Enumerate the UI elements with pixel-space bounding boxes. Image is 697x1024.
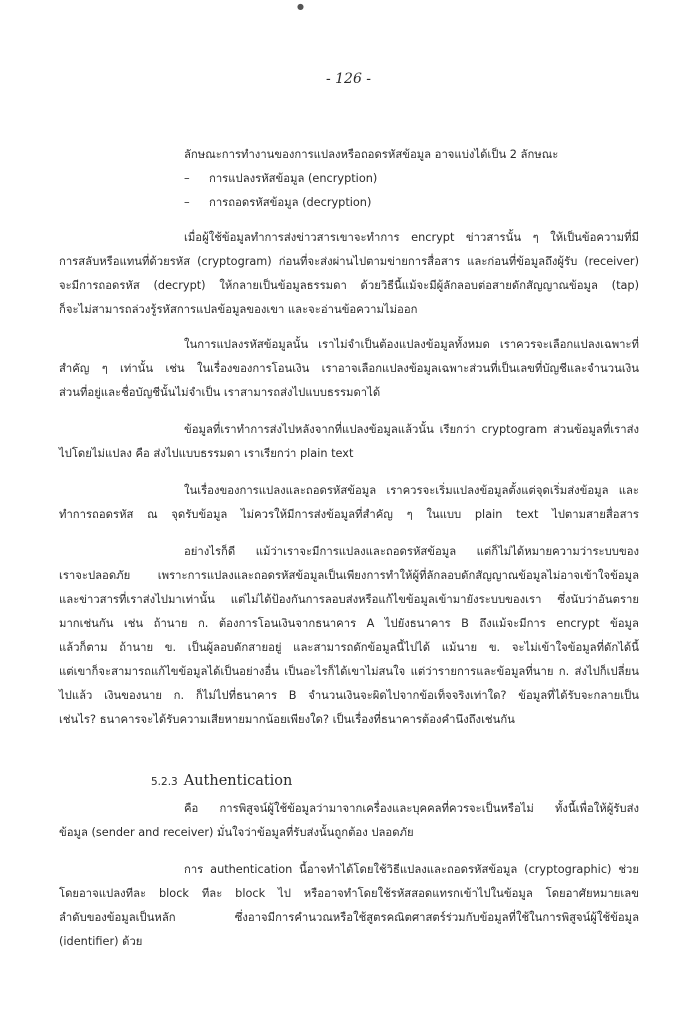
- word: ให้กลายเป็นข้อมูลธรรมดา: [219, 279, 347, 292]
- word: สำคัญ: [59, 362, 90, 375]
- paragraph-line: [59, 858, 639, 882]
- paragraph-5: [59, 540, 639, 732]
- word: ส่งไปก็เปลี่ยน: [574, 665, 639, 678]
- scan-mark: ●: [297, 2, 304, 11]
- word: ในแบบ: [426, 508, 462, 521]
- paragraph-line: [59, 612, 639, 636]
- paragraph-line: [59, 540, 639, 564]
- word: ซึ่งอาจมีการคำนวณหรือใช้สูตรคณิตศาสตร์ร่วมกับข้อมูลที่ใช้ในการพิสูจน์ผู้ใช้ข้อมูล: [234, 911, 639, 924]
- word: มากเช่นกัน: [59, 617, 114, 630]
- word: ถ้านาย: [153, 617, 188, 630]
- paragraph-line: [59, 333, 639, 357]
- word: ถึงแม้จะมีการ: [479, 617, 546, 630]
- paragraph-line: ส่วนที่อยู่และชื่อบัญชีนั้นไม่จำเป็น เราสามารถส่งไปแบบธรรมดาได้: [59, 386, 381, 399]
- word: เรียกว่า: [439, 423, 476, 436]
- word: ช่วย: [618, 863, 639, 876]
- paragraph-3: [59, 418, 639, 466]
- word: เป็นอะไรก็ได้เขาไม่สนใจ: [284, 665, 406, 678]
- paragraph-1: [59, 226, 639, 322]
- word: และก่อนที่ข้อมูลถึงผู้รับ: [467, 255, 578, 268]
- word: เงินของนาย: [104, 689, 162, 702]
- word: ไม่ควรให้มีการส่งข้อมูลที่สำคัญ: [241, 508, 393, 521]
- word: จะไม่เข้าใจข้อมูลที่ดักได้นี้: [511, 641, 639, 654]
- word: แต่ว่ารายการและข้อมูลที่นาย: [410, 665, 554, 678]
- word: cryptogram: [481, 423, 548, 436]
- word: ๆ: [406, 508, 413, 521]
- word: ไปยังธนาคาร: [384, 617, 451, 630]
- word: แม้นาย: [441, 641, 478, 654]
- word: ซึ่งนับว่าอันตราย: [557, 593, 639, 606]
- word: คือ: [184, 802, 199, 815]
- word: ทีละ: [201, 887, 223, 900]
- word: ไปตามสายสื่อสาร: [552, 508, 639, 521]
- word: เพราะการแปลงและถอดรหัสข้อมูลเป็นเพียงการทำให้ผู้ที่ลักลอบดักสัญญาณข้อมูลไม่อาจเข้าใจข้อมูล: [157, 569, 639, 582]
- paragraph-line: [59, 906, 639, 930]
- word: (cryptographic): [524, 863, 612, 876]
- paragraph-line: [59, 660, 639, 684]
- bullet-item: – การแปลงรหัสข้อมูล (encryption): [184, 172, 378, 185]
- paragraph-line: [59, 882, 639, 906]
- word: encrypt: [556, 617, 600, 630]
- word: เราควรจะเลือกแปลงเฉพาะที่: [499, 338, 639, 351]
- word: block: [158, 887, 189, 900]
- word: นี้อาจทำได้โดยใช้วิธีแปลงและถอดรหัสข้อมูล: [299, 863, 518, 876]
- word: แต่ไม่ได้ป้องกันการลอบส่งหรือแก้ไขข้อมูลเข้ามายังระบบของเรา: [230, 593, 542, 606]
- paragraph-line: [59, 274, 639, 298]
- word: B: [288, 689, 297, 702]
- word: เราไม่จำเป็นต้องแปลงข้อมูลทั้งหมด: [318, 338, 490, 351]
- word: ในการแปลงรหัสข้อมูลนั้น: [184, 338, 309, 351]
- paragraph-4: [59, 479, 639, 527]
- paragraph-line: [59, 503, 639, 527]
- word: เมื่อผู้ใช้ข้อมูลทำการส่งข่าวสารเขาจะทำการ: [184, 231, 400, 244]
- word: (decrypt): [153, 279, 206, 292]
- word: ก.: [197, 617, 209, 630]
- word: เราอาจเลือกแปลงข้อมูลเฉพาะส่วนที่เป็นเลขที่บัญชีและจำนวนเงิน: [321, 362, 639, 375]
- word: (receiver): [584, 255, 639, 268]
- word: เราจะปลอดภัย: [59, 569, 131, 582]
- word: แต่เขาก็จะสามารถแก้ไขข้อมูลได้เป็นอย่างอื่น: [59, 665, 279, 678]
- section-title: Authentication: [183, 773, 293, 789]
- word: ในเรื่องของการโอนเงิน: [196, 362, 310, 375]
- word: ต้องการโอนเงินจากธนาคาร: [218, 617, 357, 630]
- word: encrypt: [411, 231, 455, 244]
- word: ข.: [164, 641, 177, 654]
- word: เท่านั้น: [120, 362, 154, 375]
- word: ข้อมูลที่ได้รับจะกลายเป็น: [518, 689, 639, 702]
- paragraph-line: ก็จะไม่สามารถล่วงรู้รหัสการแปลข้อมูลของเขา และจะอ่านข้อความไม่ออก: [59, 303, 418, 316]
- word: ข้อมูลที่เราทำการส่งไปหลังจากที่แปลงข้อมูลแล้วนั้น: [184, 423, 434, 436]
- word: ๆ: [101, 362, 108, 375]
- word: ก็ไม่ไปที่ธนาคาร: [195, 689, 278, 702]
- paragraph-line: [59, 797, 639, 821]
- paragraph-line: [59, 684, 639, 708]
- word: ณ: [147, 508, 158, 521]
- word: และ: [618, 484, 639, 497]
- intro-block: [59, 143, 639, 215]
- paragraph-2: [59, 333, 639, 405]
- page-number: - 126 -: [325, 71, 372, 87]
- word: เช่น: [123, 617, 144, 630]
- word: จุดรับข้อมูล: [171, 508, 228, 521]
- word: และสามารถดักข้อมูลนี้ไปได้: [293, 641, 431, 654]
- word: อย่างไรก็ดี: [184, 545, 236, 558]
- paragraph-line: ไปโดยไม่แปลง คือ ส่งไปแบบธรรมดา เราเรียกว่า plain text: [59, 447, 354, 460]
- word: การพิสูจน์ผู้ใช้ข้อมูลว่ามาจากเครื่องและบุคคลที่ควรจะเป็นหรือไม่: [219, 802, 534, 815]
- word: เป็นผู้ลอบดักสายอยู่: [187, 641, 282, 654]
- word: เราควรจะเริ่มแปลงข้อมูลตั้งแต่จุดเริ่มส่งข้อมูล: [386, 484, 609, 497]
- paragraph-line: [59, 564, 639, 588]
- paragraph-line: (identifier) ด้วย: [59, 935, 143, 948]
- word: โดยอาจแปลงทีละ: [59, 887, 147, 900]
- paragraph-line: ข้อมูล (sender and receiver) มั่นใจว่าข้อมูลที่รับส่งนั้นถูกต้อง ปลอดภัย: [59, 826, 414, 839]
- paragraph-line: เช่นไร? ธนาคารจะได้รับความเสียหายมากน้อยเพียงใด? เป็นเรื่องที่ธนาคารต้องคำนึงถึงเช่นกัน: [59, 713, 515, 726]
- word: การ: [184, 863, 204, 876]
- word: ก.: [558, 665, 570, 678]
- word: ด้วยวิธีนี้แม้จะมีผู้ลักลอบต่อสายดักสัญญาณข้อมูล: [360, 279, 598, 292]
- word: B: [461, 617, 469, 630]
- word: ข.: [488, 641, 501, 654]
- word: ไปแล้ว: [59, 689, 93, 702]
- word: ก่อนที่จะส่งผ่านไปตามข่ายการสื่อสาร: [278, 255, 461, 268]
- paragraph-line: [59, 418, 639, 442]
- intro-line: ลักษณะการทำงานของการแปลงหรือถอดรหัสข้อมูล อาจแบ่งได้เป็น 2 ลักษณะ: [184, 148, 559, 161]
- word: ทำการถอดรหัส: [59, 508, 134, 521]
- word: การสลับหรือแทนที่ด้วยรหัส: [59, 255, 191, 268]
- word: authentication: [210, 863, 293, 876]
- word: ก.: [173, 689, 185, 702]
- word: แม้ว่าเราจะมีการแปลงและถอดรหัสข้อมูล: [255, 545, 457, 558]
- word: block: [235, 887, 266, 900]
- word: ในเรื่องของการแปลงและถอดรหัสข้อมูล: [184, 484, 377, 497]
- paragraph-6: [59, 797, 639, 845]
- word: ข่าวสารนั้น: [465, 231, 522, 244]
- word: A: [366, 617, 375, 630]
- paragraph-line: [59, 636, 639, 660]
- paragraph-line: [59, 357, 639, 381]
- paragraph-7: [59, 858, 639, 954]
- section-heading: [151, 770, 292, 793]
- word: ทั้งนี้เพื่อให้ผู้รับส่ง: [554, 802, 639, 815]
- word: และข่าวสารที่เราส่งไปมาเท่านั้น: [59, 593, 215, 606]
- word: โดยอาศัยหมายเลข: [545, 887, 639, 900]
- word: แล้วก็ตาม: [59, 641, 108, 654]
- word: ไป: [278, 887, 291, 900]
- word: หรืออาจทำโดยใช้รหัสสอดแทรกเข้าไปในข้อมูล: [303, 887, 533, 900]
- word: จำนวนเงินจะผิดไปจากข้อเท็จจริงเท่าใด?: [308, 689, 507, 702]
- word: จะมีการถอดรหัส: [59, 279, 140, 292]
- paragraph-line: [59, 250, 639, 274]
- word: ๆ: [532, 231, 539, 244]
- word: text: [516, 508, 539, 521]
- word: (tap): [611, 279, 639, 292]
- word: plain: [474, 508, 503, 521]
- word: ส่วนข้อมูลที่เราส่ง: [553, 423, 639, 436]
- paragraph-line: [59, 479, 639, 503]
- word: แต่ก็ไม่ได้หมายความว่าระบบของ: [476, 545, 639, 558]
- word: ถ้านาย: [119, 641, 154, 654]
- section-number: 5.2.3: [151, 776, 178, 788]
- paragraph-line: [59, 226, 639, 250]
- word: เช่น: [165, 362, 185, 375]
- word: ให้เป็นข้อความที่มี: [550, 231, 639, 244]
- word: ข้อมูล: [610, 617, 639, 630]
- word: ลำดับของข้อมูลเป็นหลัก: [59, 911, 176, 924]
- paragraph-line: [59, 588, 639, 612]
- bullet-item: – การถอดรหัสข้อมูล (decryption): [184, 196, 372, 209]
- word: (cryptogram): [197, 255, 272, 268]
